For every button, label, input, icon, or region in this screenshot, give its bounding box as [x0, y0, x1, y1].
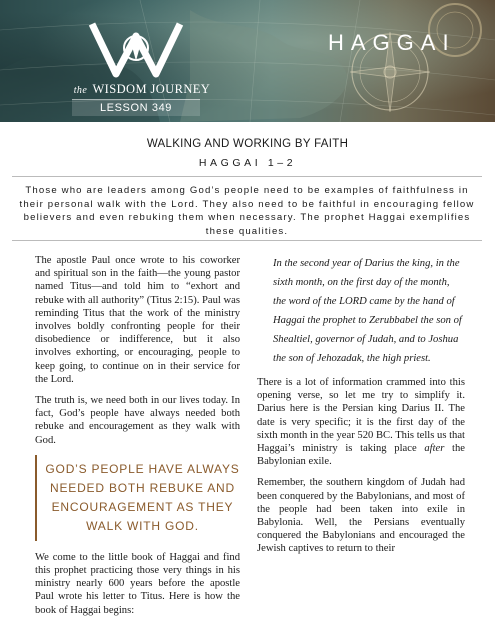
- wisdom-journey-logo-icon: [86, 18, 186, 80]
- lesson-scripture-reference: HAGGAI 1–2: [198, 157, 297, 169]
- brand-title: WISDOM JOURNEY: [92, 82, 211, 96]
- right-column: [257, 254, 465, 564]
- book-title: HAGGAI: [328, 30, 456, 55]
- body-text: the Babylonian exile.: [257, 443, 465, 468]
- body-paragraph: Remember, the southern kingdom of Judah had been conquered by the Babylonians, and most of the people had been taken into exile in Babylonia. Well, the Persians eventually conquered the Babylonians and encouraged the Jewish captives to return to their: [257, 477, 465, 555]
- emphasis-text: after: [424, 443, 445, 455]
- body-paragraph: The truth is, we need both in our lives today. In fact, God’s people have always needed both rebuke and encouragement as they walk with God.: [35, 395, 240, 446]
- pull-quote: [35, 455, 240, 541]
- header-banner: [0, 0, 495, 122]
- body-paragraph: [257, 376, 465, 468]
- lesson-number-badge: LESSON 349: [72, 99, 200, 116]
- lesson-summary: Those who are leaders among God’s people need to be examples of faithfulness in their personal walk with the Lord. They also need to be faithful in encouraging fellow believers and even rebuking them when necessary. The prophet Haggai exemplifies these qualities.: [19, 185, 475, 237]
- brand-name: [72, 82, 212, 97]
- body-paragraph: The apostle Paul once wrote to his coworker and spiritual son in the faith—the young pastor named Titus—and told him to “exhort and rebuke with all authority” (Titus 2:15). Paul was reminding Titus that the work of the ministry involves boldly confronting people for their disobedience or indifference, but it also involves exhorting, or encouraging, people to keep going, to continue on in their service for the Lord.: [35, 255, 240, 385]
- lesson-title: WALKING AND WORKING BY FAITH: [146, 138, 349, 150]
- body-text: There is a lot of information crammed into this opening verse, so let me try to simplify it. Darius here is the Persian king Darius II. The date is very specific; it is the first day of the sixth month in the year 520 BC. This tells us that Haggai’s ministry is taking place: [257, 377, 465, 455]
- left-column: [35, 254, 240, 625]
- pull-quote-text: GOD’S PEOPLE HAVE ALWAYS NEEDED BOTH REBUKE AND ENCOURAGEMENT AS THEY WALK WITH GOD.: [45, 461, 240, 533]
- scripture-quote: In the second year of Darius the king, in the sixth month, on the first day of the month, the word of the LORD came by the hand of Haggai the prophet to Zerubbabel the son of Shealtiel, governor of Judah, and to Joshua the son of Jehozadak, the high priest.: [273, 258, 462, 364]
- body-paragraph: We come to the little book of Haggai and find this prophet practicing those very things in his ministry nearly 600 years before the apostle Paul wrote his letter to Titus. Here is how the book of Haggai begins:: [35, 551, 240, 616]
- brand-prefix: the: [73, 85, 88, 96]
- summary-bottom-divider: [12, 240, 482, 241]
- summary-top-divider: [12, 176, 482, 177]
